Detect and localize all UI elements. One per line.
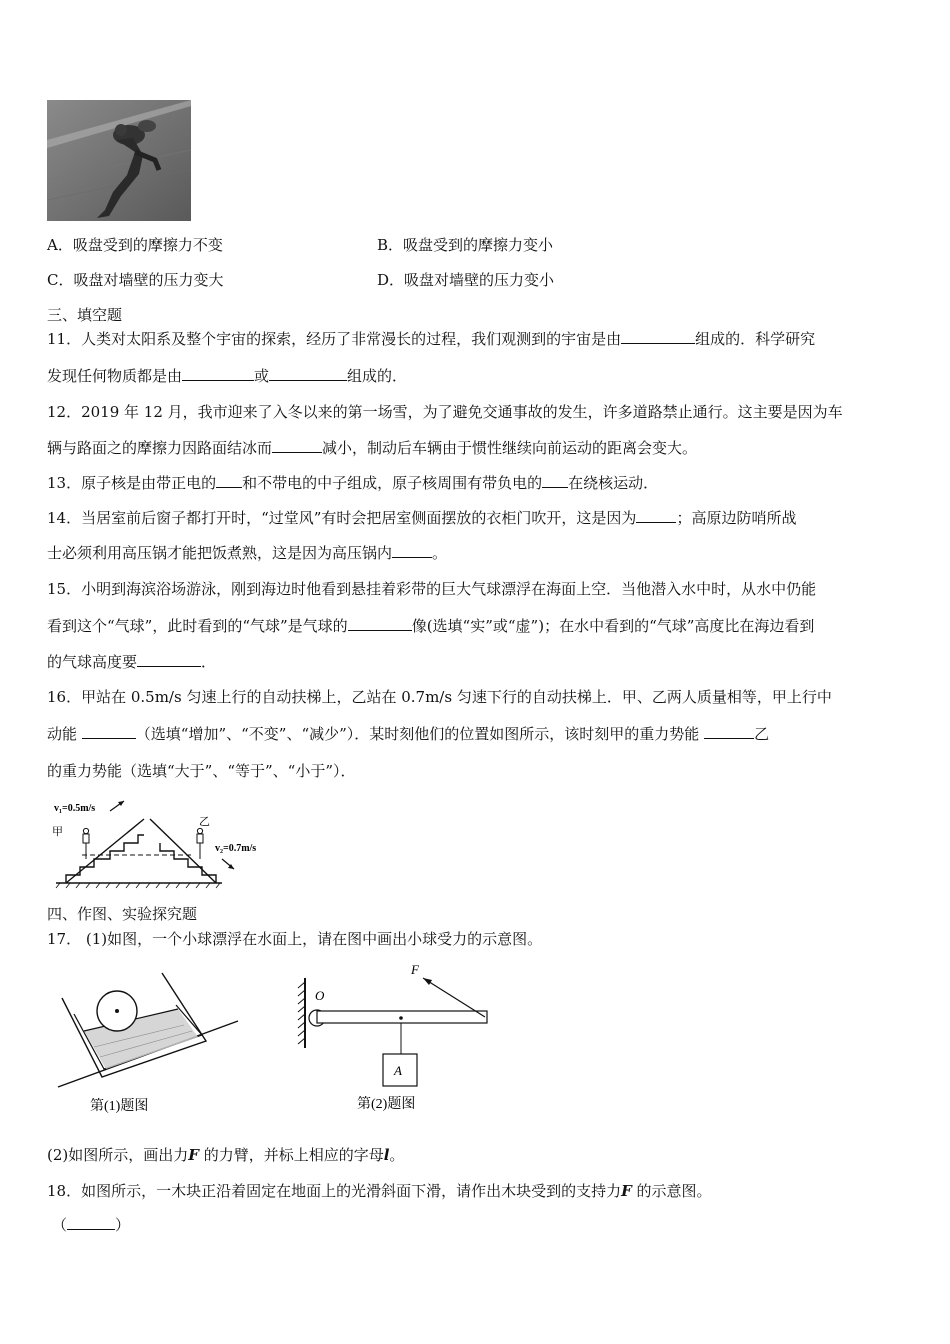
q16-text-2: （选填“增加”、“不变”、“减少”）．某时刻他们的位置如图所示，该时刻甲的重力势能 (135, 725, 700, 743)
suction-cup-climber-photo-icon (47, 100, 191, 221)
q14-text-3: 士必须利用高压锅才能把饭煮熟，这是因为高压锅内 (47, 544, 393, 562)
question-17-line-1: 17． (1)如图，一个小球漂浮在水面上，请在图中画出小球受力的示意图。 (47, 930, 543, 948)
answer-blank[interactable] (621, 329, 695, 344)
q17-text-l: l (383, 1146, 390, 1164)
q15-text-3: 的气球高度要 (47, 653, 138, 671)
answer-blank[interactable] (272, 438, 322, 453)
q15-text-4: ． (201, 653, 217, 671)
option-a: A．吸盘受到的摩擦力不变 (47, 236, 223, 254)
figure-lever (295, 958, 495, 1118)
q16-text-1: 动能 (47, 725, 78, 743)
string-attach-dot (399, 1016, 403, 1020)
figure-1-caption: 第(1)题图 (90, 1099, 149, 1114)
force-f-label: F (411, 962, 419, 977)
yi-label: 乙 (199, 816, 210, 828)
answer-blank[interactable] (182, 366, 254, 381)
answer-blank[interactable] (636, 508, 676, 523)
velocity-2-label: v₂=0.7m/s (215, 843, 257, 854)
question-16-line-1: 16．甲站在 0.5m/s 匀速上行的自动扶梯上，乙站在 0.7m/s 匀速下行的自动扶梯上．甲、乙两人质量相等，甲上行中 (47, 688, 832, 706)
question-16-line-2 (47, 724, 769, 744)
q11-text-1: 11．人类对太阳系及整个宇宙的探索，经历了非常漫长的过程，我们观测到的宇宙是由 (47, 330, 622, 348)
question-11-line-2 (47, 366, 407, 386)
question-11-line-1 (47, 329, 815, 349)
q18-text-2: 的示意图。 (636, 1182, 712, 1200)
question-13 (47, 473, 658, 493)
q18-text-f: F (621, 1182, 632, 1200)
question-15-line-2 (47, 616, 814, 636)
figure-2-caption: 第(2)题图 (357, 1097, 416, 1112)
question-18-answer (52, 1215, 130, 1235)
force-f-arrowhead (423, 978, 432, 985)
up-escalator-steps (66, 835, 144, 883)
question-17-line-2 (47, 1145, 404, 1165)
ball-center-dot (115, 1009, 119, 1013)
q18-close-paren: ） (115, 1216, 131, 1234)
person-jia-body (83, 834, 89, 843)
up-escalator-rail (66, 819, 144, 883)
answer-blank[interactable] (392, 543, 432, 558)
question-12-line-1: 12．2019 年 12 月，我市迎来了入冬以来的第一场雪，为了避免交通事故的发生，许多道路禁止通行。这主要是因为车 (47, 403, 843, 421)
question-16-line-3: 的重力势能（选填“大于”、“等于”、“小于”）． (47, 762, 356, 780)
question-14-line-1 (47, 508, 796, 528)
question-18 (47, 1181, 712, 1201)
question-14-line-2 (47, 543, 447, 563)
wall-hatch (298, 982, 305, 1044)
q18-open-paren: （ (52, 1216, 68, 1234)
q13-text-3: 在绕核运动． (568, 474, 659, 492)
answer-blank[interactable] (67, 1215, 115, 1230)
q11-text-3: 发现任何物质都是由 (47, 367, 183, 385)
q16-text-3: 乙 (754, 725, 770, 743)
q11-text-4: 或 (254, 367, 270, 385)
answer-blank[interactable] (137, 652, 201, 667)
q15-text-2: 像(选填“实”或“虚”)；在水中看到的“气球”高度比在海边看到 (411, 617, 815, 635)
q12-text-1: 辆与路面之的摩擦力因路面结冰而 (47, 439, 273, 457)
option-c: C．吸盘对墙壁的压力变大 (47, 271, 224, 289)
section-heading-fill-in: 三、填空题 (47, 306, 123, 324)
answer-blank[interactable] (216, 473, 242, 488)
answer-blank[interactable] (348, 616, 412, 631)
escalator-figure (52, 797, 282, 889)
answer-blank[interactable] (82, 724, 136, 739)
q17-text-1: (2)如图所示，画出力 (47, 1146, 189, 1164)
question-15-line-3 (47, 652, 216, 672)
q18-text-1: 18．如图所示，一木块正沿着固定在地面上的光滑斜面下滑，请作出木块受到的支持力 (47, 1182, 622, 1200)
q14-text-4: 。 (432, 544, 448, 562)
q14-text-1: 14．当居室前后窗子都打开时，“过堂风”有时会把居室侧面摆放的衣柜门吹开，这是因为 (47, 509, 637, 527)
q17-text-f: F (188, 1146, 199, 1164)
section-heading-drawing-experiment: 四、作图、实验探究题 (47, 905, 198, 923)
person-yi-head (197, 828, 202, 833)
down-escalator-steps (160, 843, 216, 883)
answer-blank[interactable] (269, 366, 347, 381)
option-d: D．吸盘对墙壁的压力变小 (377, 271, 555, 289)
q13-text-2: 和不带电的中子组成，原子核周围有带负电的 (242, 474, 543, 492)
answer-blank[interactable] (704, 724, 754, 739)
velocity-1-label: v₁=0.5m/s (54, 803, 96, 814)
question-15-line-1: 15．小明到海滨浴场游泳，刚到海边时他看到悬挂着彩带的巨大气球漂浮在海面上空．当他潜入水中时，从水中仍能 (47, 580, 817, 598)
q11-text-2: 组成的．科学研究 (695, 330, 816, 348)
pivot-label-o: O (315, 988, 325, 1003)
photo (47, 100, 191, 221)
block-a-label: A (394, 1063, 402, 1078)
q12-text-2: 减小，制动后车辆由于惯性继续向前运动的距离会变大。 (322, 439, 698, 457)
figure-floating-ball (54, 965, 244, 1115)
answer-blank[interactable] (542, 473, 568, 488)
jia-label: 甲 (52, 826, 63, 838)
q11-text-5: 组成的． (347, 367, 408, 385)
person-yi-body (197, 834, 203, 843)
q14-text-2: ；高原边防哨所战 (676, 509, 797, 527)
option-b: B．吸盘受到的摩擦力变小 (377, 236, 554, 254)
person-jia-head (83, 828, 88, 833)
q15-text-1: 看到这个“气球”，此时看到的“气球”是气球的 (47, 617, 348, 635)
q17-text-3: 。 (389, 1146, 405, 1164)
q13-text-1: 13．原子核是由带正电的 (47, 474, 217, 492)
q17-text-2: 的力臂，并标上相应的字母 (203, 1146, 384, 1164)
question-12-line-2 (47, 438, 697, 458)
